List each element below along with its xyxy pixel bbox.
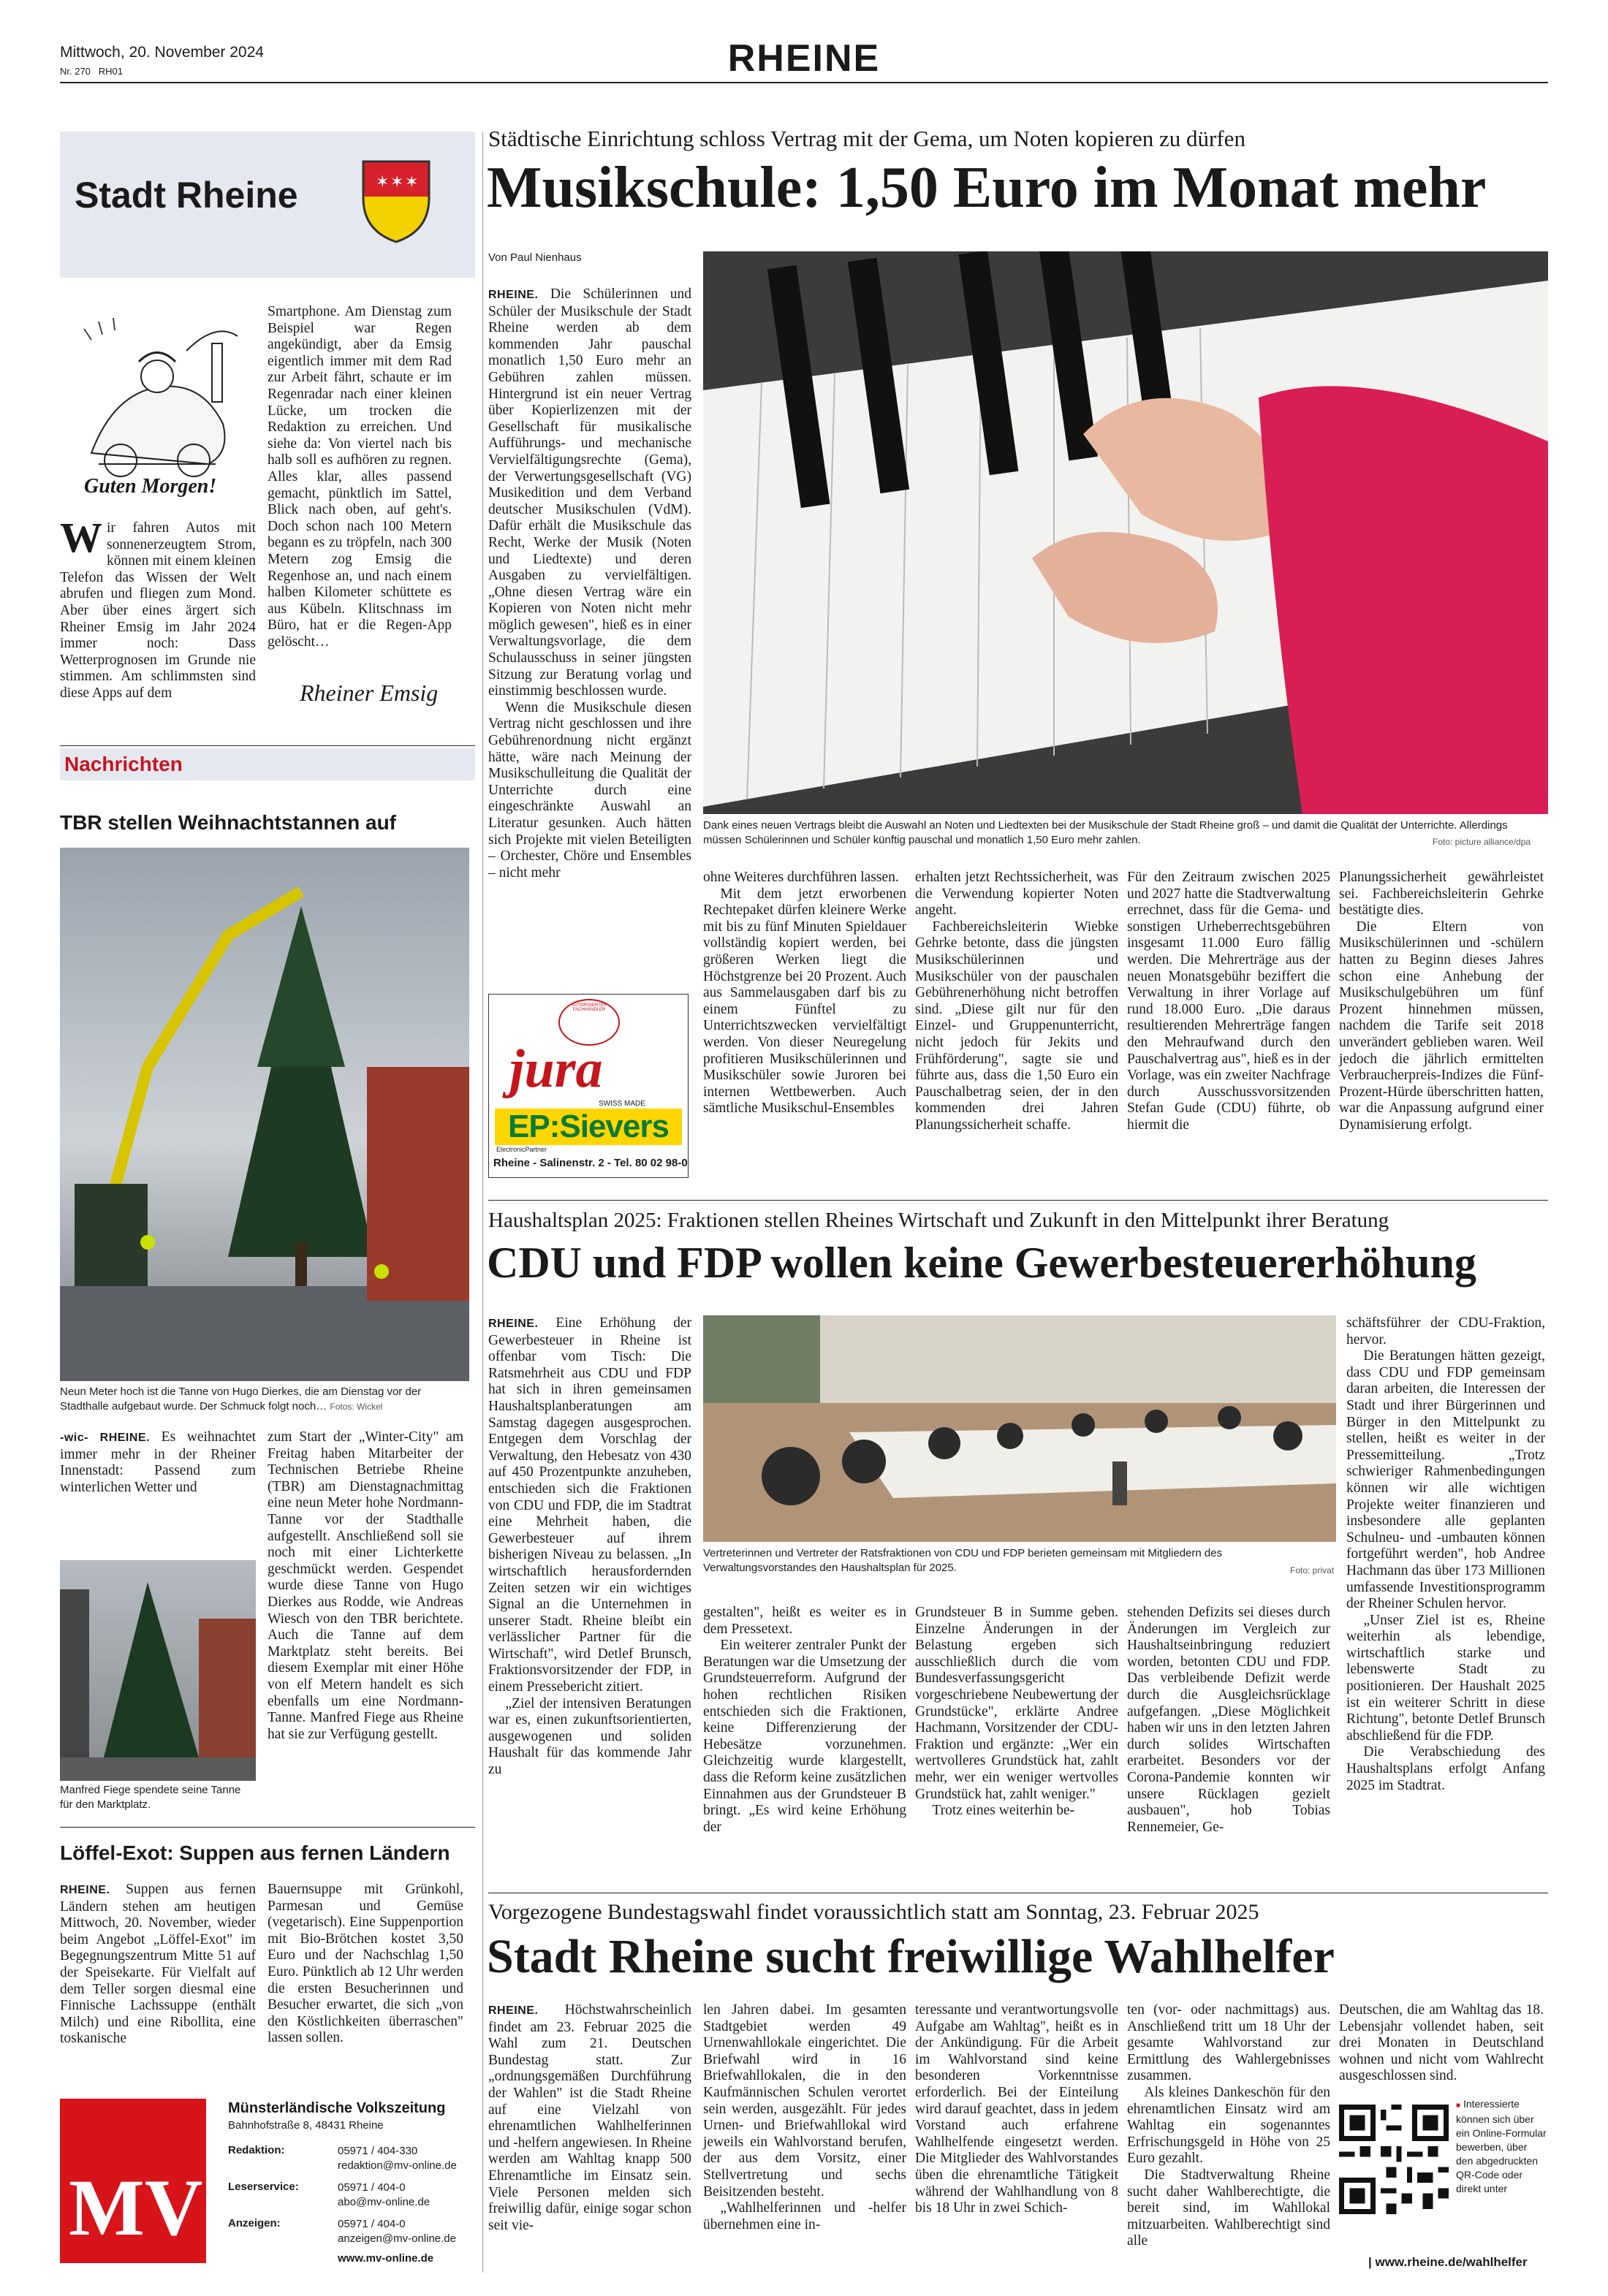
art1-caption: Dank eines neuen Vertrags bleibt die Auswahl an Noten und Liedtexten bei der Musikschule der Stadt Rheine groß – und damit die Qualität der Unterrichte. Allerdings müssen Schülerinnen und Schüler künftig pauschal und monatlich 1,50 Euro mehr zahlen. [703,819,1508,846]
morning-text-left: Wir fahren Autos mit sonnenerzeugtem Strom, können mit einem kleinen Telefon das Wissen der Welt abrufen und fliegen zum Mond. Aber über eines ärgert sich Rheiner Emsig im Jahr 2024 immer noch: Dass Wetterprognosen im Grunde nie stimmen. Am schlimmsten sind diese Apps auf dem [60,514,256,701]
art2-caption: Vertreterinnen und Vertreter der Ratsfraktionen von CDU und FDP berieten gemeinsam mit Mitgliedern des Verwaltungsvorstandes den Haushaltsplan für 2025. [703,1547,1223,1574]
art3-headline: Stadt Rheine sucht freiwillige Wahlhelfer [487,1930,1335,1983]
tbr-text-right: zum Start der „Winter-City" am Freitag haben Mitarbeiter der Technischen Betriebe Rheine (TBR) am Dienstagnachmittag eine neun Meter hohe Nordmann-Tanne vor der Stadthalle aufgestellt. Anschließend soll sie noch mit einer Lichterkette geschmückt werden. Gespendet wurde diese Tanne von Hugo Dierkes aus Rodde, wie Andreas Wiesch von den TBR berichtete. Auch die Tanne auf dem Marktplatz steht bereits. Bei diesem Exemplar mit einer Höhe von elf Metern handelt es sich ebenfalls um eine Nordmann-Tanne. Manfred Fiege aus Rheine hat sie zur Verfügung gestellt. [268,1429,463,1742]
art1-piano-photo [703,251,1548,814]
svg-text:✶: ✶ [390,173,404,191]
art3-col1: RHEINE. Höchstwahrscheinlich findet am 23. Februar 2025 die Wahl zum 21. Deutschen Bundestag statt. Zur „ordnungsgemäßen Durchführung der Wahlen" ist die Stadt Rheine auf eine Vielzahl von ehrenamtlichen Wahlhelferinnen und -helfern angewiesen. In Rheine werden am Wahltag knapp 500 Ehrenamtliche im Einsatz sein. Viele Personen melden sich freiwillig dafür, einige sogar schon seit vie- [488,2002,691,2233]
redaktion-email[interactable]: redaktion@mv-online.de [338,2159,457,2172]
svg-text:✶: ✶ [376,173,390,191]
masthead-date: Mittwoch, 20. November 2024 [60,44,264,61]
art2-col3: Grundsteuer B in Summe geben. Einzelne Änderungen in der Belastung ergeben sich ausschließlich durch die vom Bundesverfassungsgericht vorgeschriebene Neubewertung der Grundstücke", erklärte Andree Hachmann, Vorsitzender der CDU-Fraktion und ergänzte: „Wer ein wertvolleres Grundstück hat, zahlt mehr, wer ein weniger wertvolles Grundstück hat, zahlt weniger." Trotz eines weiterhin be- [915,1605,1118,1819]
mv-address: Bahnhofstraße 8, 48431 Rheine [228,2119,384,2132]
art1-col1: RHEINE. Die Schülerinnen und Schüler der Musikschule der Stadt Rheine werden ab dem kommenden Jahr pauschal monatlich 1,50 Euro mehr an Gebühren zahlen müssen. Hintergrund ist ein neuer Vertrag über Kopierlizenzen mit der Gesellschaft für musikalische Aufführungs- und mechanische Vervielfältigungsrechte (Gema), der Verwertungsgesellschaft (VG) Musikedition und dem Verband deutscher Musikschulen (VdM). Dafür erhält die Musikschule das Recht, Werke der Musik (Noten und Liedtexte) und deren Ausgaben zu vervielfältigen. „Ohne diesen Vertrag wäre ein Kopieren von Noten nicht mehr möglich gewesen", hieß es in einer Verwaltungsvorlage, die dem Schulausschuss in seiner jüngsten Sitzung zur Beratung vorlag und einstimmig beschlossen wurde. Wenn die Musikschule diesen Vertrag nicht geschlossen und ihre Gebührenordnung nicht ergänzt hätte, wäre nach Meinung der Musikschulleitung die Qualität der Unterrichte durch eine eingeschränkte Auswahl an Literatur gesunken. Auch hätten sich Projekte mit vielen Beteiligten – Orchester, Chöre und Ensembles – nicht mehr [488,286,692,881]
coat-of-arms-icon [360,158,433,246]
art1-credit: Foto: picture alliance/dpa [1433,837,1531,847]
loeffel-text-left: RHEINE. Suppen aus fernen Ländern stehen am heutigen Mittwoch, 20. November, wieder beim Angebot „Löffel-Exot" im Begegnungszentrum Mitte 51 auf der Speisekarte. Für Vielfalt auf dem Teller sorgen diesmal eine Finnische Lachssuppe (enthält Milch) und eine Ribollita, eine toskanische [60,1882,256,2047]
qr-code-icon[interactable] [1339,2105,1449,2214]
art2-col1: RHEINE. Eine Erhöhung der Gewerbesteuer in Rheine ist offenbar vom Tisch: Die Ratsmehrheit aus CDU und FDP hat sich in ihren gemeinsamen Haushaltsplanberatungen am Samstag dagegen ausgesprochen. Entgegen dem Vorschlag der Verwaltung, den Hebesatz von 430 auf 450 Prozentpunkte anzuheben, entschieden sich die Fraktionen von CDU und FDP, die im Stadtrat eine Mehrheit haben, die Gewerbesteuer auf ihrem bisherigen Niveau zu belassen. „In wirtschaftlich herausfordernden Zeiten setzen wir ein wichtiges Signal an die Unternehmen in unserer Stadt. Rheine bleibt ein verlässlicher Partner für die Wirtschaft", wird Detlef Brunsch, Fraktionsvorsitzender der FDP, in einem Pressebericht zitiert. „Ziel der intensiven Beratungen war es, einen zukunftsorientierten, ausgewogenen und soliden Haushalt für das kommende Jahr zu [488,1315,691,1778]
loeffel-headline: Löffel-Exot: Suppen aus fernen Ländern [60,1841,450,1864]
art2-meeting-photo [703,1315,1336,1542]
art1-col3: erhalten jetzt Rechtssicherheit, was die Verwendung kopierter Noten angeht. Fachbereichsleiterin Wiebke Gehrke betonte, dass die jüngsten Musikschülerinnen und Musikschüler von der pauschalen Gebührenerhöhung nicht betroffen sind. „Diese gilt nur für den Einzel- und Gruppenunterricht, nicht jedoch für Jekits und Frühförderung", sagte sie und führte aus, dass die 1,50 Euro ein Pauschalbetrag seien, der in den kommenden drei Jahren Planungssicherheit schaffe. [915,870,1118,1133]
morning-text-right: Smartphone. Am Dienstag zum Beispiel war Regen angekündigt, aber da Emsig eigentlich immer mit dem Rad zur Arbeit fährt, schaute er im Regenradar nach einer kleinen Lücke, um trocken die Redaktion zu erreichen. Und siehe da: Von viertel nach bis halb soll es aufhören zu regnen. Alles klar, alles passend gemacht, pünktlich im Sattel, Blick nach oben, auf geht's. Doch schon nach 100 Metern begann es zu tröpfeln, nach 300 Metern zog Emsig die Regenhose an, und nach einem halben Kilometer schüttete es aus Kübeln. Klitschnass im Büro, hat er die Regen-App gelöscht… [268,304,452,650]
cartoon-caption: Guten Morgen! [84,475,217,498]
masthead-rule [60,82,1548,83]
art3-col2: len Jahren dabei. Im gesamten Stadtgebiet werden 49 Urnenwahllokale eingerichtet. Die Briefwahl wird in 16 Briefwahllokalen, die in den Kaufmännischen Schulen verortet sein werden, ausgezählt. Für jedes Urnen- und Briefwahllokal wird jeweils ein Wahlvorstand berufen, der aus dem Vorsitz, einer Stellvertretung und sechs Beisitzenden besteht. „Wahlhelferinnen und -helfer übernehmen eine in- [703,2002,906,2232]
anzeigen-email[interactable]: anzeigen@mv-online.de [338,2232,456,2245]
ad-address: Rheine - Salinenstr. 2 - Tel. 80 02 98-0 [493,1157,688,1169]
nachrichten-label: Nachrichten [64,753,183,775]
mv-web-link[interactable]: www.mv-online.de [338,2252,434,2265]
tbr-photo [60,848,469,1381]
masthead-issue: Nr. 270 RH01 [60,66,124,77]
signature: Rheiner Emsig [300,680,439,706]
art1-byline: Von Paul Nienhaus [488,251,582,264]
art1-col5: Planungssicherheit gewährleistet sei. Fachbereichsleiterin Gehrke bestätigte dies. Die Eltern von Musikschülerinnen und -schülern hatten zu Beginn dieses Jahres schon eine Anhebung der Musikschulgebühren um fünf Prozent hinnehmen müssen, nachdem die Tarife seit 2018 unverändert geblieben waren. Weil jedoch die jährlich ermittelten Verbraucherpreis-Indizes die Fünf-Prozent-Hürde überschritten hatten, war die Anpassung aufgrund einer Dynamisierung erfolgt. [1339,870,1544,1133]
qr-link[interactable]: | www.rheine.de/wahlhelfer [1368,2255,1528,2269]
abo-email[interactable]: abo@mv-online.de [338,2196,431,2208]
mv-contact-box: MV Münsterländische Volkszeitung Bahnhofstraße 8, 48431 Rheine Redaktion: 05971 / 404-330 redaktion@mv-online.de Leserservice: 05971 / 404-0 abo@mv-online.de Anzeigen: 05971 / 404-0 anzeigen@mv-online.de www.mv-online.de [60,2099,475,2274]
tbr-text-left: -wic- RHEINE. Es weihnachtet immer mehr in der Rheiner Innenstadt: Passend zum winterlichen Wetter und [60,1429,256,1495]
art3-kicker: Vorgezogene Bundestagswahl findet voraussichtlich statt am Sonntag, 23. Februar 2025 [488,1900,1259,1924]
dropcap: W [60,514,102,561]
market-tree-photo [60,1560,256,1781]
section-title: RHEINE [727,37,881,80]
art2-credit: Foto: privat [1290,1565,1335,1575]
tbr-caption: Neun Meter hoch ist die Tanne von Hugo Dierkes, die am Dienstag vor der Stadthalle aufgebaut wurde. Der Schmuck folgt noch… Fotos: Wickel [60,1385,422,1413]
tbr-headline: TBR stellen Weihnachtstannen auf [60,811,396,834]
art3-col5: Deutschen, die am Wahltag das 18. Lebensjahr vollendet haben, seit drei Monaten in Deutschland wohnen und nicht vom Wahlrecht ausgeschlossen sind. [1339,2002,1544,2084]
mv-logo: MV [60,2099,206,2263]
stadt-title: Stadt Rheine [75,175,298,216]
bullet-icon: ■ [1456,2102,1461,2110]
art3-col4: ten (vor- oder nachmittags) aus. Anschließend tritt um 18 Uhr der gesamte Wahlvorstand zur Ermittlung des Wahlergebnisses zusammen. Als kleines Dankeschön für den ehrenamtlichen Einsatz wird am Wahltag ein sogenanntes Erfrischungsgeld in Höhe von 25 Euro gezahlt. Die Stadtverwaltung Rheine sucht daher Wahlberechtigte, die bereit sind, im Wahllokal mitzuarbeiten. Wahlberechtigt sind alle [1127,2002,1330,2249]
mv-name: Münsterländische Volkszeitung [228,2100,446,2116]
art1-col2: ohne Weiteres durchführen lassen. Mit dem jetzt erworbenen Rechtepaket dürfen kleinere Werke mit bis zu fünf Minuten Spieldauer vollständig kopiert werden, bei größeren Werken liegt die Höchstgrenze bei 20 Prozent. Auch aus Sammelausgaben darf bis zu einem Fünftel zu Unterrichtszwecken vervielfältigt werden. Von dieser Neuregelung profitieren Musikschülerinnen und Musikschüler sowie Juroren bei internen Wettbewerben. Auch sämtliche Musikschul-Ensembles [703,870,906,1117]
art1-kicker: Städtische Einrichtung schloss Vertrag mit der Gema, um Noten kopieren zu dürfen [488,126,1245,151]
art3-col3: teressante und verantwortungsvolle Aufgabe am Wahltag", heißt es in der Ankündigung. Für die Arbeit im Wahlvorstand sind keine besonderen Vorkenntnisse erforderlich. Bei der Einteilung wird darauf geachtet, dass in jedem Vorstand auch erfahrene Wahlhelfende eingesetzt werden. Die Mitglieder des Wahlvorstandes üben die ehrenamtliche Tätigkeit während der Wahlhandlung von 8 bis 18 Uhr in zwei Schich- [915,2002,1118,2216]
art2-headline: CDU und FDP wollen keine Gewerbesteuererhöhung [487,1239,1476,1287]
art1-col4: Für den Zeitraum zwischen 2025 und 2027 hatte die Stadtverwaltung errechnet, dass für die Gema- und sonstigen Urheberrechtsgebühren insgesamt 11.000 Euro fällig werden. Die Mehrerträge aus der neuen Monatsgebühr beziffert die Verwaltung in ihrer Vorlage auf rund 18.000 Euro. „Die daraus resultierenden Mehrerträge fangen den Mehraufwand durch den Pauschalvertrag aus", hieß es in der Vorlage, was ein zweiter Nachfrage durch Ausschussvorsitzenden Stefan Gude (CDU) führte, ob hiermit die [1127,870,1330,1133]
market-caption: Manfred Fiege spendete seine Tanne für den Marktplatz. [60,1784,241,1811]
svg-text:✶: ✶ [405,173,419,191]
tbr-credit: Fotos: Wickel [330,1402,383,1412]
qr-text: ■ Interessierte können sich über ein Online-Formular bewerben, über den abgedruckten QR-Code oder direkt unter [1456,2098,1547,2194]
art1-headline: Musikschule: 1,50 Euro im Monat mehr [487,156,1487,220]
loeffel-text-right: Bauernsuppe mit Grünkohl, Parmesan und Gemüse (vegetarisch). Eine Suppenportion mit Bio-Brötchen kostet 3,50 Euro und der Nachschlag 1,50 Euro. Pünktlich ab 12 Uhr werden die ersten Besucherinnen und Besucher erwartet, die sich „von den Köstlichkeiten überraschen" lassen sollen. [268,1882,463,2046]
nachrichten-bar [60,748,475,780]
art2-kicker: Haushaltsplan 2025: Fraktionen stellen Rheines Wirtschaft und Zukunft in den Mittelpunkt ihrer Beratung [488,1209,1389,1232]
jura-brand: jura [509,1039,603,1099]
ep-sievers-logo: EP:Sievers [495,1109,682,1145]
jura-badge: AUTORISIERTER FACHHÄNDLER [558,999,620,1046]
art2-col2: gestalten", heißt es weiter es in dem Pressetext. Ein weiterer zentraler Punkt der Beratungen war die Umsetzung der Grundsteuerreform. Aufgrund der hohen rechtlichen Risiken entschieden sich die Fraktionen, keine Differenzierung der Hebesätze vorzunehmen. Gleichzeitig wurde klargestellt, dass die Reform keine zusätzlichen Einnahmen aus der Grundsteuer B bringt. „Es wird keine Erhöhung der [703,1605,906,1835]
stadt-rheine-box [60,132,475,278]
art2-col4: stehenden Defizits sei dieses durch Änderungen im Vergleich zur Haushaltseinbringung reduziert worden, betonten CDU und FDP. Das verbleibende Defizit werde durch die Ausgleichsrücklage aufgefangen. „Diese Möglichkeit haben wir uns in den letzten Jahren durch solides Wirtschaften erarbeitet. Besonders vor der Corona-Pandemie konnten wir unsere Rücklagen gezielt ausbauen", hob Tobias Rennemeier, Ge- [1127,1605,1330,1835]
jura-ad[interactable]: AUTORISIERTER FACHHÄNDLER jura SWISS MADE EP:Sievers ElectronicPartner Rheine - Salinenstr. 2 - Tel. 80 02 98-0 [488,994,689,1178]
art2-col5: schäftsführer der CDU-Fraktion, hervor. Die Beratungen hätten gezeigt, dass CDU und FDP gemeinsam daran arbeiten, die Interessen der Stadt und ihrer Bürgerinnen und Bürger in den Mittelpunkt zu stellen, heißt es weiter in der Pressemitteilung. „Trotz schwieriger Rahmenbedingungen können wir alle wichtigen Projekte weiter finanzieren und insbesondere alle geplanten Schulneu- und -umbauten können fortgeführt werden", hob Andree Hachmann das über 173 Millionen umfassende Investitionsprogramm der Rheiner Schulen hervor. „Unser Ziel ist es, Rheine weiterhin als lebendige, wirtschaftlich starke und lebenswerte Stadt zu positionieren. Der Haushalt 2025 ist ein weiterer Schritt in diese Richtung", betonte Detlef Brunsch abschließend für die FDP. Die Verabschiedung des Haushaltsplans erfolgt Anfang 2025 im Stadtrat. [1346,1315,1545,1793]
